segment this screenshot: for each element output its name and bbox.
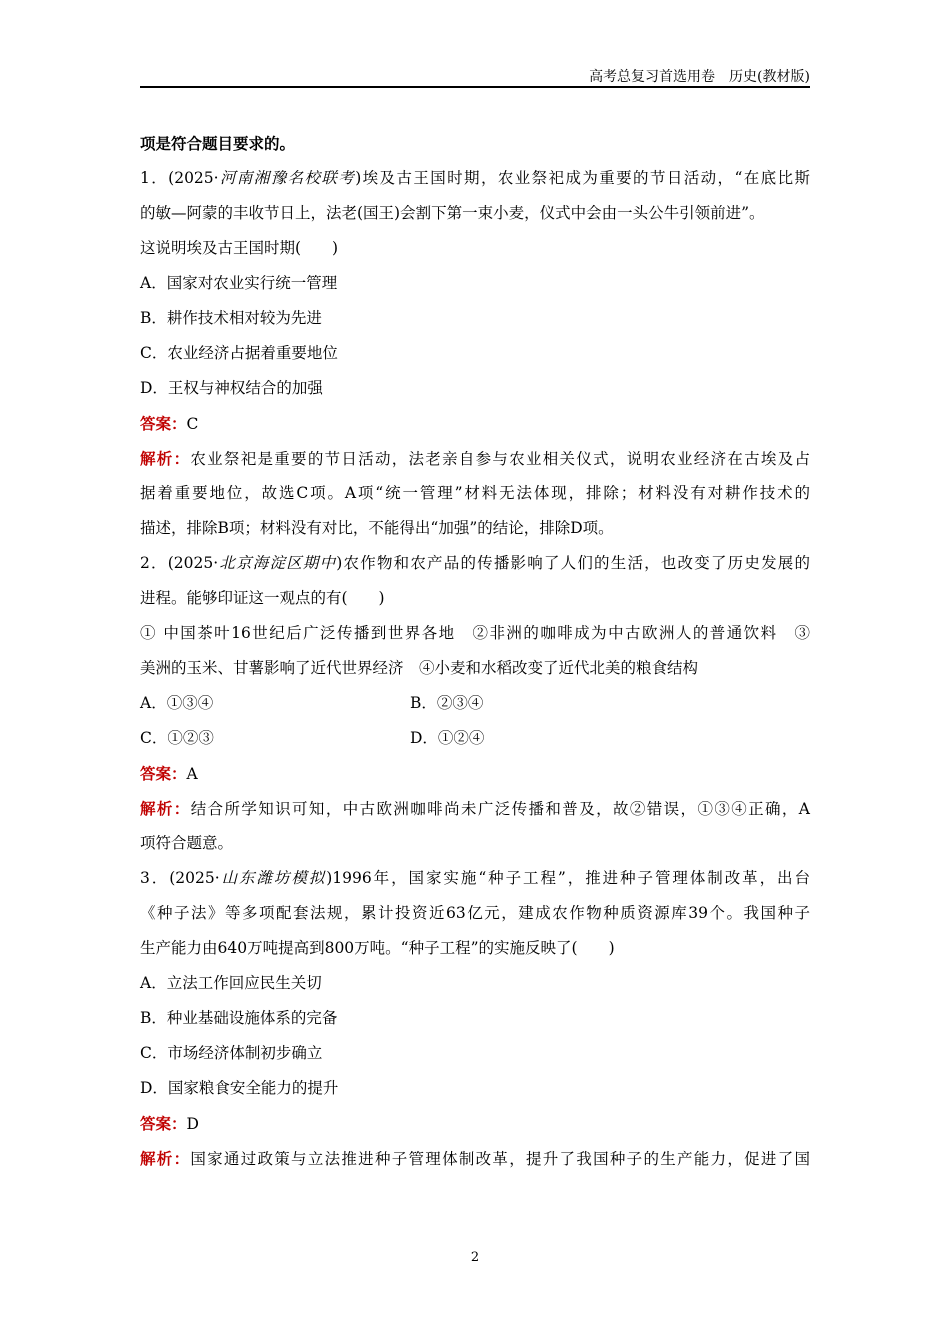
q2-analysis-1 <box>140 791 810 826</box>
q1-line-3: 这说明埃及古王国时期( ) <box>140 239 339 257</box>
q1-number: 1．(2025· <box>140 169 219 187</box>
q3-analysis-1 <box>140 1141 810 1176</box>
page-content <box>140 126 810 1176</box>
q1-stem: )埃及古王国时期，农业祭祀成为重要的节日活动，“在底比斯 <box>355 169 810 187</box>
q1-line-1 <box>140 161 810 196</box>
q3-stem: )1996年，国家实施“种子工程”，推进种子管理体制改革，出台 <box>326 869 810 887</box>
q1-option-d: D．王权与神权结合的加强 <box>140 379 323 397</box>
q3-option-a: A．立法工作回应民生关切 <box>140 974 322 992</box>
q1-option-b: B．耕作技术相对较为先进 <box>140 309 322 327</box>
q2-number: 2．(2025· <box>140 554 219 572</box>
q2-options-row-1 <box>140 686 810 721</box>
q3-answer-value: D <box>186 1115 199 1133</box>
page-number: 2 <box>470 1250 480 1265</box>
header-rule <box>140 86 810 88</box>
q3-line-1 <box>140 861 810 896</box>
q2-option-b: B．②③④ <box>410 694 484 712</box>
running-header: 高考总复习首选用卷 历史(教材版) <box>589 69 810 85</box>
q3-number: 3．(2025· <box>140 869 220 887</box>
q2-stem: )农作物和农产品的传播影响了人们的生活，也改变了历史发展的 <box>336 554 810 572</box>
q2-option-a: A．①③④ <box>140 694 214 712</box>
q3-option-b: B．种业基础设施体系的完备 <box>140 1009 338 1027</box>
q2-source: 北京海淀区期中 <box>218 554 337 572</box>
q1-analysis-1 <box>140 441 810 476</box>
q2-line-4: 美洲的玉米、甘薯影响了近代世界经济 ④小麦和水稻改变了近代北美的粮食结构 <box>140 659 699 677</box>
analysis-label: 解析： <box>140 449 191 468</box>
q2-options-row-2 <box>140 721 810 756</box>
q1-source: 河南湘豫名校联考 <box>218 169 356 187</box>
answer-label: 答案： <box>140 1114 187 1133</box>
q3-answer <box>140 1106 810 1141</box>
q1-answer <box>140 406 810 441</box>
q1-option-a: A．国家对农业实行统一管理 <box>140 274 338 292</box>
analysis-label: 解析： <box>140 1149 191 1168</box>
q2-line-1 <box>140 546 810 581</box>
analysis-label: 解析： <box>140 799 191 818</box>
q2-answer <box>140 756 810 791</box>
q2-analysis-text: 结合所学知识可知，中古欧洲咖啡尚未广泛传播和普及，故②错误，①③④正确，A <box>190 800 810 818</box>
q3-source: 山东潍坊模拟 <box>219 869 327 887</box>
q2-option-c: C．①②③ <box>140 729 214 747</box>
q2-line-2: 进程。能够印证这一观点的有( ) <box>140 589 385 607</box>
q3-line-3: 生产能力由640万吨提高到800万吨。“种子工程”的实施反映了( ) <box>140 939 615 957</box>
q3-option-c: C．市场经济体制初步确立 <box>140 1044 323 1062</box>
q1-analysis-text: 农业祭祀是重要的节日活动，法老亲自参与农业相关仪式，说明农业经济在古埃及占 <box>190 450 810 468</box>
q3-analysis-text: 国家通过政策与立法推进种子管理体制改革，提升了我国种子的生产能力，促进了国 <box>190 1150 810 1168</box>
answer-label: 答案： <box>140 764 187 783</box>
q2-analysis-2: 项符合题意。 <box>140 834 234 852</box>
q3-line-2: 《种子法》等多项配套法规，累计投资近63亿元，建成农作物种质资源库39个。我国种子 <box>140 904 810 922</box>
answer-label: 答案： <box>140 414 187 433</box>
q2-answer-value: A <box>186 765 198 783</box>
q1-line-2: 的敏—阿蒙的丰收节日上，法老(国王)会割下第一束小麦，仪式中会由一头公牛引领前进”。 <box>140 204 765 222</box>
q2-line-3: ① 中国茶叶16世纪后广泛传播到世界各地 ②非洲的咖啡成为中古欧洲人的普通饮料 ③ <box>140 624 810 642</box>
q3-option-d: D．国家粮食安全能力的提升 <box>140 1079 339 1097</box>
q1-analysis-2: 据着重要地位，故选C项。A项“统一管理”材料无法体现，排除；材料没有对耕作技术的 <box>140 484 810 502</box>
q1-analysis-3: 描述，排除B项；材料没有对比，不能得出“加强”的结论，排除D项。 <box>140 519 614 537</box>
q2-option-d: D．①②④ <box>410 729 485 747</box>
q1-answer-value: C <box>186 415 199 433</box>
section-intro: 项是符合题目要求的。 <box>140 134 296 153</box>
q1-option-c: C．农业经济占据着重要地位 <box>140 344 338 362</box>
